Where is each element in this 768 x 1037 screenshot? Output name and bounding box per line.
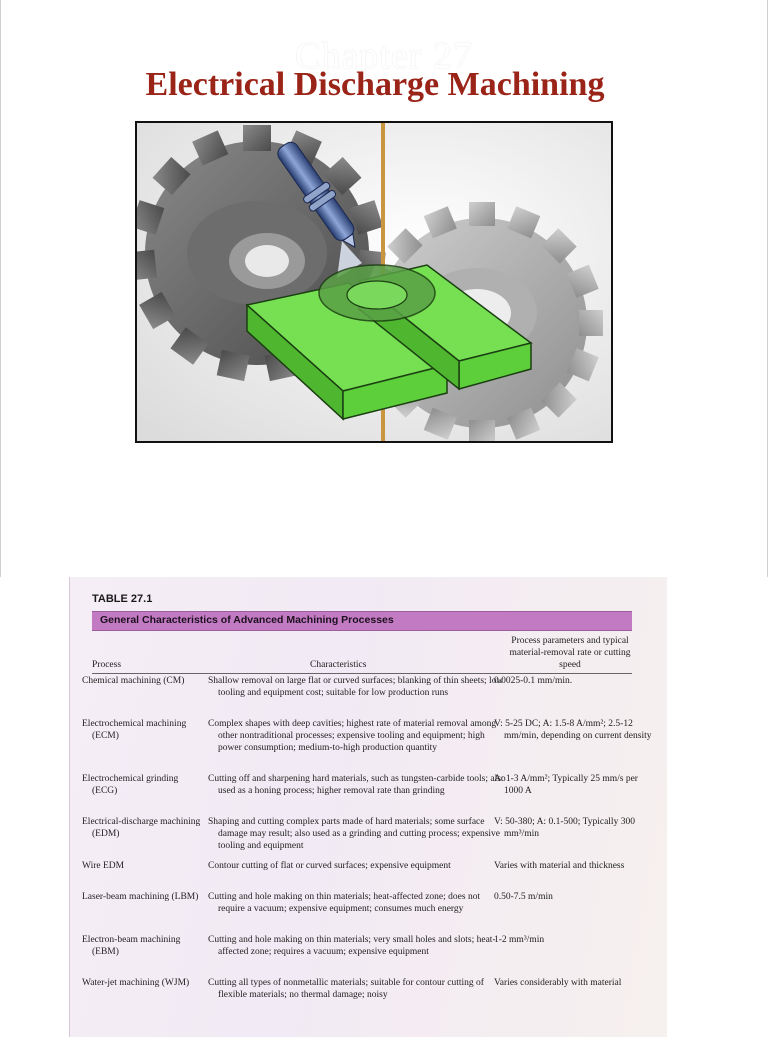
params-cell: V: 5-25 DC; A: 1.5-8 A/mm²; 2.5-12 mm/min, depending on current density: [494, 719, 652, 741]
params-cell: Varies with material and thickness: [494, 861, 625, 871]
table-title: General Characteristics of Advanced Machining Processes: [100, 614, 394, 626]
process-cell: Electron-beam machining (EBM): [82, 935, 181, 957]
process-cell: Laser-beam machining (LBM): [82, 892, 199, 902]
process-cell: Electrical-discharge machining (EDM): [82, 817, 201, 839]
params-cell: Varies considerably with material: [494, 978, 622, 988]
column-header-params: Process parameters and typical material-removal rate or cutting speed: [509, 636, 631, 670]
process-cell: Electrochemical machining (ECM): [82, 719, 187, 741]
params-cell: 0.50-7.5 m/min: [494, 892, 553, 902]
process-cell: Water-jet machining (WJM): [82, 978, 190, 988]
slide-title: Electrical Discharge Machining: [145, 66, 605, 103]
table-title-bar: [92, 611, 632, 631]
process-cell: Chemical machining (CM): [82, 676, 185, 686]
process-cell: Electrochemical grinding (ECG): [82, 774, 179, 796]
characteristics-cell: Complex shapes with deep cavities; highest rate of material removal among other nontraditional processes; expensive tooling and equipment; high power consumption; medium-to-high production quantity: [208, 719, 497, 753]
column-header-process: Process: [92, 660, 122, 670]
characteristics-cell: Cutting and hole making on thin materials; heat-affected zone; does not require a vacuum; expensive equipment; consumes much energy: [208, 892, 481, 914]
characteristics-cell: Cutting and hole making on thin materials; very small holes and slots; heat-affected zone; requires a vacuum; expensive equipment: [208, 935, 496, 957]
column-header-characteristics: Characteristics: [310, 660, 367, 670]
params-cell: A: 1-3 A/mm²; Typically 25 mm/s per 1000 A: [494, 774, 638, 796]
characteristics-cell: Cutting all types of nonmetallic materials; suitable for contour cutting of flexible materials; no thermal damage; noisy: [208, 978, 484, 1000]
characteristics-cell: Contour cutting of flat or curved surfaces; expensive equipment: [208, 861, 451, 871]
header-rule: [92, 673, 632, 674]
ghost-chapter-title: Chapter 27: [295, 35, 473, 77]
params-cell: V: 50-380; A: 0.1-500; Typically 300 mm³/min: [494, 817, 635, 839]
table-page: [69, 577, 667, 1037]
characteristics-cell: Cutting off and sharpening hard materials, such as tungsten-carbide tools; also used as a honing process; higher removal rate than grinding: [208, 774, 506, 796]
params-cell: 1-2 mm³/min: [494, 935, 545, 945]
table-number: TABLE 27.1: [92, 593, 153, 605]
characteristics-cell: Shaping and cutting complex parts made of hard materials; some surface damage may result; also used as a grinding and cutting process; expensive tooling and equipment: [208, 817, 501, 851]
characteristics-cell: Shallow removal on large flat or curved surfaces; blanking of thin sheets; low tooling and equipment cost; suitable for low production runs: [208, 676, 504, 698]
params-cell: 0.0025-0.1 mm/min.: [494, 676, 573, 686]
process-cell: Wire EDM: [82, 861, 125, 871]
edm-illustration: [135, 121, 613, 443]
